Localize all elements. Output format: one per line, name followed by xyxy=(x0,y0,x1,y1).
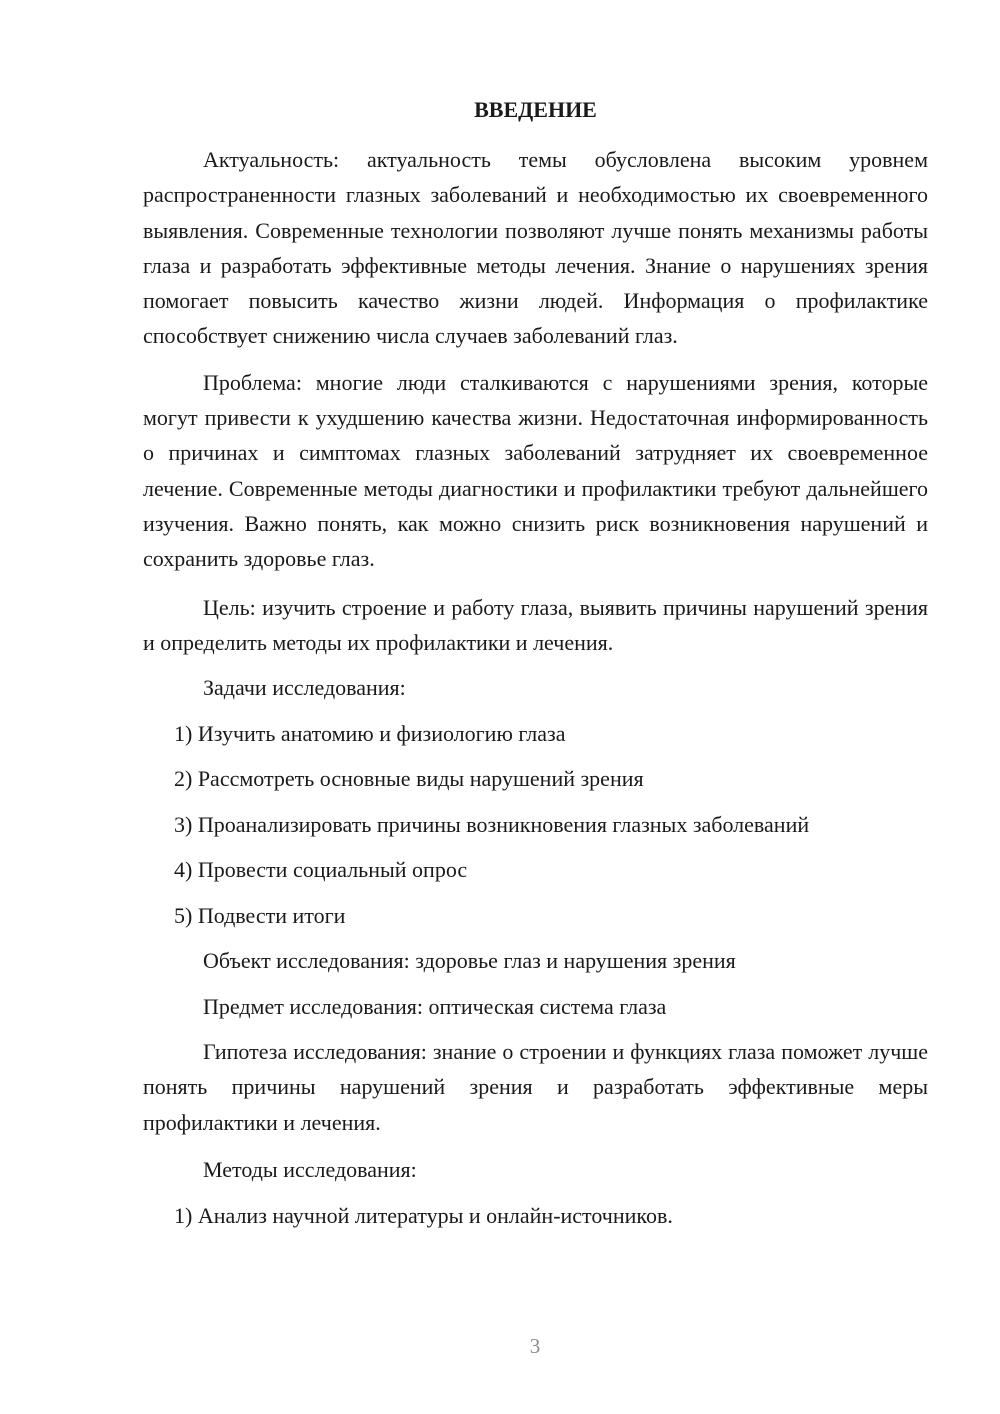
methods-section xyxy=(143,1152,928,1233)
methods-heading: Методы исследования: xyxy=(203,1157,417,1183)
research-object: Объект исследования: здоровье глаз и нарушения зрения xyxy=(203,948,736,974)
task-item: 4) Провести социальный опрос xyxy=(174,857,468,883)
task-item: 2) Рассмотреть основные виды нарушений зрения xyxy=(174,766,644,792)
task-item: 5) Подвести итоги xyxy=(174,902,346,928)
method-item: 1) Анализ научной литературы и онлайн-источников. xyxy=(174,1202,673,1228)
problem-paragraph: Проблема: многие люди сталкиваются с нарушениями зрения, которые могут привести к ухудшению качества жизни. Недостаточная информированность о причинах и симптомах глазных заболеваний затрудняет их своевременное лечение. Современные методы диагностики и профилактики требуют дальнейшего изучения. Важно понять, как можно снизить риск возникновения нарушений и сохранить здоровье глаз. xyxy=(143,369,928,572)
research-subject: Предмет исследования: оптическая система глаза xyxy=(203,993,667,1019)
page-number: 3 xyxy=(529,1334,541,1358)
relevance-paragraph: Актуальность: актуальность темы обусловлена высоким уровнем распространенности глазных заболеваний и необходимостью их своевременного выявления. Современные технологии позволяют лучше понять механизмы работы глаза и разработать эффективные методы лечения. Знание о нарушениях зрения помогает повысить качество жизни людей. Информация о профилактике способствует снижению числа случаев заболеваний глаз. xyxy=(143,147,928,349)
tasks-heading: Задачи исследования: xyxy=(203,675,406,701)
goal-paragraph: Цель: изучить строение и работу глаза, выявить причины нарушений зрения и определить методы их профилактики и лечения. xyxy=(143,594,928,655)
task-item: 1) Изучить анатомию и физиологию глаза xyxy=(174,720,566,746)
page-body xyxy=(143,142,928,1243)
tasks-section xyxy=(143,670,928,1024)
task-item: 3) Проанализировать причины возникновения глазных заболеваний xyxy=(174,811,810,837)
page-title: ВВЕДЕНИЕ xyxy=(474,97,597,122)
hypothesis-paragraph: Гипотеза исследования: знание о строении и функциях глаза поможет лучше понять причины нарушений зрения и разработать эффективные меры профилактики и лечения. xyxy=(143,1039,928,1135)
